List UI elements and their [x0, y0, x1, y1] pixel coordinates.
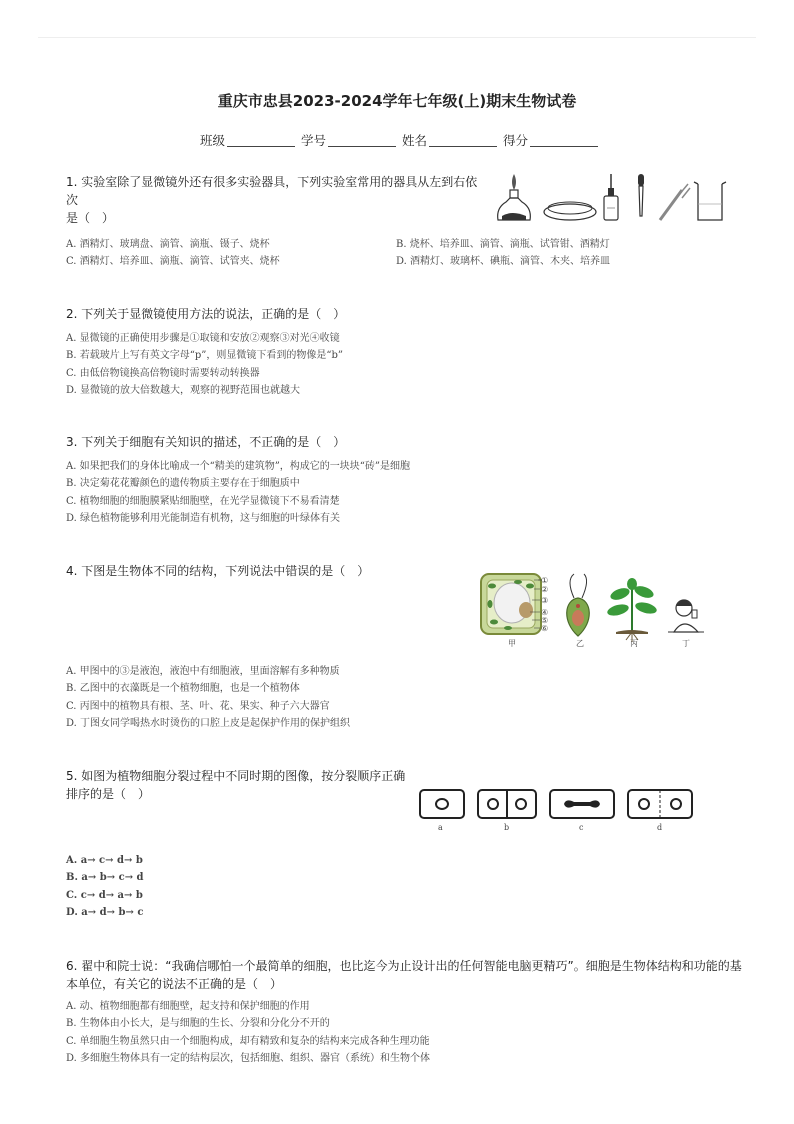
option-b[interactable]: B. 烧杯、培养皿、滴管、滴瓶、试管钳、酒精灯	[396, 239, 610, 250]
question-5-options	[66, 852, 144, 921]
option-c[interactable]: C. 丙图中的植物具有根、茎、叶、花、果实、种子六大器官	[66, 700, 330, 712]
id-label: 学号	[301, 133, 327, 148]
question-1-options	[66, 236, 726, 271]
cell-label-4: ④	[541, 608, 549, 617]
option-d[interactable]: D. a→ d→ b→ c	[66, 906, 144, 918]
division-stage-b	[478, 790, 536, 818]
question-5-stem: 5. 如图为植物细胞分裂过程中不同时期的图像，按分裂顺序正确 排序的是（ ）	[66, 769, 406, 801]
name-label: 姓名	[402, 133, 428, 148]
division-label-d: d	[657, 823, 663, 832]
class-label: 班级	[200, 133, 226, 148]
cell-label-6: ⑥	[541, 624, 549, 633]
division-label-a: a	[438, 823, 443, 832]
division-stage-d	[628, 790, 692, 818]
option-b[interactable]: B. 决定菊花花瓣颜色的遗传物质主要存在于细胞质中	[66, 478, 300, 490]
student-info-line	[200, 131, 600, 149]
question-2-options	[66, 330, 343, 399]
petri-dish-icon	[544, 202, 596, 220]
header-divider	[38, 37, 756, 38]
option-c[interactable]: C. 单细胞生物虽然只由一个细胞构成，却有精致和复杂的结构来完成各种生理功能	[66, 1035, 430, 1047]
option-d[interactable]: D. 丁图女同学喝热水时烫伤的口腔上皮是起保护作用的保护组织	[66, 717, 351, 729]
option-a[interactable]: A. 酒精灯、玻璃盘、滴管、滴瓶、镊子、烧杯	[66, 239, 270, 250]
question-3-stem: 3. 下列关于细胞有关知识的描述，不正确的是（ ）	[66, 435, 346, 449]
option-a[interactable]: A. 显微镜的正确使用步骤是①取镜和安放②观察③对光④收镜	[66, 333, 340, 344]
biological-structures-figure	[478, 570, 714, 650]
question-4-options	[66, 663, 350, 732]
question-2-stem: 2. 下列关于显微镜使用方法的说法，正确的是（ ）	[66, 307, 346, 321]
division-stage-c	[550, 790, 614, 818]
question-2	[66, 305, 345, 323]
page-title: 重庆市忠县2023-2024学年七年级(上)期末生物试卷	[217, 92, 577, 110]
question-6	[66, 957, 746, 993]
option-c[interactable]: C. 植物细胞的细胞膜紧贴细胞壁，在光学显微镜下不易看清楚	[66, 495, 340, 507]
option-d[interactable]: D. 酒精灯、玻璃杯、碘瓶、滴管、木夹、培养皿	[396, 256, 611, 268]
cell-label-2: ②	[541, 585, 549, 594]
lab-equipment-figure	[492, 170, 732, 226]
question-1	[66, 173, 486, 227]
name-blank	[429, 134, 497, 147]
option-d[interactable]: D. 多细胞生物体具有一定的结构层次，包括细胞、组织、器官（系统）和生物个体	[66, 1052, 431, 1064]
dropper-bottle-icon	[604, 174, 618, 220]
test-tube-clamp-icon	[660, 184, 690, 220]
figure-label-ding: 丁	[682, 639, 690, 648]
class-blank	[227, 134, 295, 147]
question-6-options	[66, 998, 430, 1067]
question-4	[66, 562, 369, 580]
score-blank	[530, 134, 598, 147]
question-5	[66, 767, 406, 803]
cell-label-3: ③	[541, 596, 549, 605]
figure-label-bing: 丙	[630, 639, 638, 648]
girl-drinking-diagram	[668, 600, 704, 632]
cell-label-5: ⑤	[541, 616, 549, 625]
option-b[interactable]: B. 生物体由小长大，是与细胞的生长、分裂和分化分不开的	[66, 1018, 330, 1030]
option-b[interactable]: B. 若载玻片上写有英文字母“p”，则显微镜下看到的物像是“b”	[66, 350, 343, 362]
plant-cell-diagram	[481, 574, 542, 634]
cell-label-1: ①	[541, 576, 549, 585]
question-1-stem: 1. 实验室除了显微镜外还有很多实验器具，下列实验室常用的器具从左到右依次 是（ ）	[66, 175, 478, 225]
option-c[interactable]: C. 由低倍物镜换高倍物镜时需要转动转换器	[66, 367, 260, 379]
division-stage-a	[420, 790, 464, 818]
option-b[interactable]: B. 乙图中的衣藻既是一个植物细胞，也是一个植物体	[66, 683, 300, 695]
option-b[interactable]: B. a→ b→ c→ d	[66, 872, 144, 884]
option-a[interactable]: A. a→ c→ d→ b	[66, 855, 143, 866]
chlamydomonas-diagram	[567, 574, 590, 636]
option-c[interactable]: C. 酒精灯、培养皿、滴瓶、滴管、试管夹、烧杯	[66, 256, 280, 268]
id-blank	[328, 134, 396, 147]
option-a[interactable]: A. 甲图中的③是液泡，液泡中有细胞液，里面溶解有多种物质	[66, 666, 340, 677]
dropper-icon	[638, 174, 644, 216]
question-3-options	[66, 458, 410, 527]
figure-label-yi: 乙	[576, 639, 584, 648]
question-4-stem: 4. 下图是生物体不同的结构，下列说法中错误的是（ ）	[66, 564, 370, 578]
alcohol-lamp-icon	[498, 174, 531, 220]
option-c[interactable]: C. c→ d→ a→ b	[66, 889, 143, 901]
option-a[interactable]: A. 如果把我们的身体比喻成一个“精美的建筑物”，构成它的一块块“砖”是细胞	[66, 461, 411, 472]
division-label-c: c	[579, 823, 584, 832]
beaker-icon	[694, 182, 726, 220]
score-label: 得分	[503, 133, 529, 148]
division-label-b: b	[504, 823, 510, 832]
option-a[interactable]: A. 动、植物细胞都有细胞壁，起支持和保护细胞的作用	[66, 1001, 310, 1012]
figure-label-jia: 甲	[508, 639, 516, 648]
option-d[interactable]: D. 绿色植物能够利用光能制造有机物，这与细胞的叶绿体有关	[66, 512, 341, 524]
question-3	[66, 433, 345, 451]
cell-division-figure	[416, 786, 698, 834]
option-d[interactable]: D. 显微镜的放大倍数越大，观察的视野范围也就越大	[66, 384, 301, 396]
plant-diagram	[606, 578, 658, 642]
question-6-stem: 6. 翟中和院士说：“我确信哪怕一个最简单的细胞，也比迄今为止设计出的任何智能电脑更精巧”。细胞是生物体结构和功能的基 本单位，有关它的说法不正确的是（ ）	[66, 959, 742, 991]
